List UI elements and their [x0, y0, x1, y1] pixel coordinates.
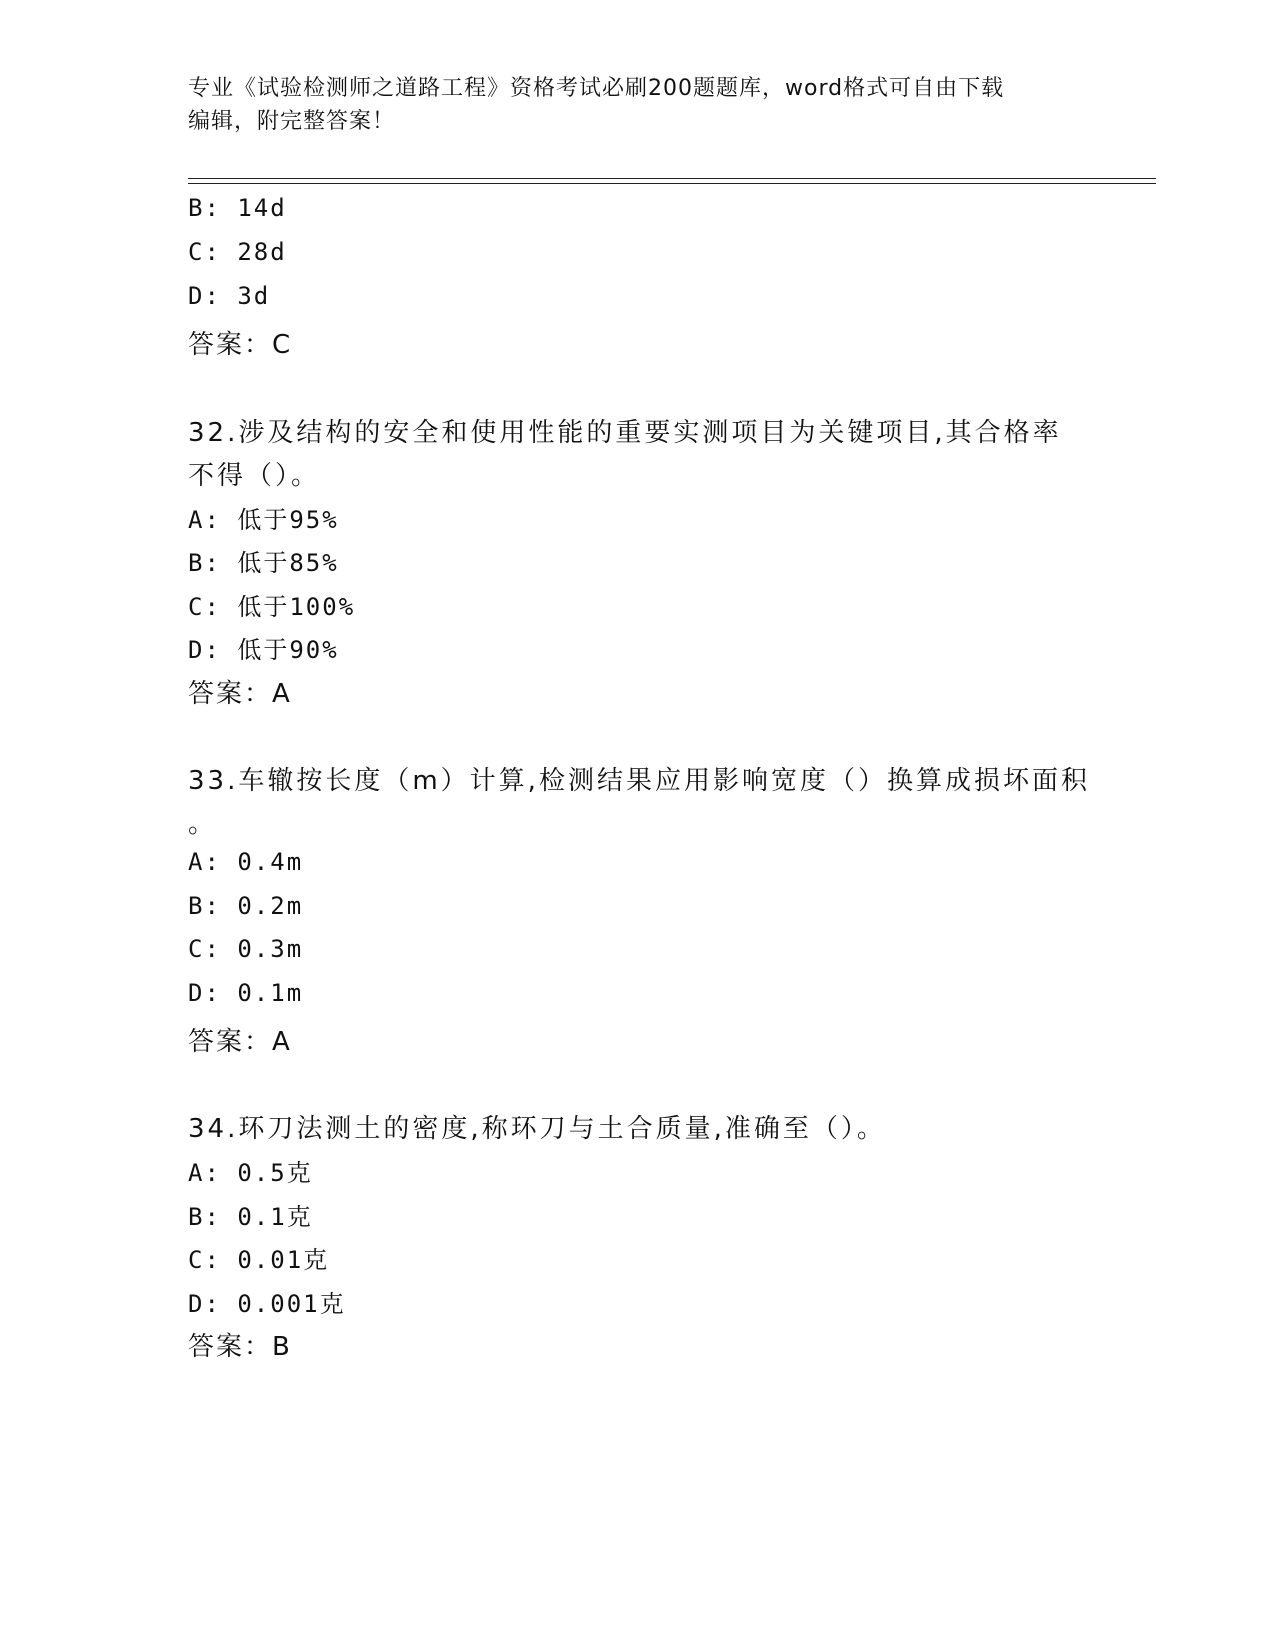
q33-stem-line-2: 。	[188, 809, 218, 839]
q32-stem-line-1: 32.涉及结构的安全和使用性能的重要实测项目为关键项目,其合格率	[188, 418, 1062, 448]
q34-answer: 答案：B	[188, 1332, 292, 1362]
q32-option-a: A: 低于95%	[188, 506, 339, 534]
q32-answer: 答案：A	[188, 679, 292, 709]
q34-stem-line-1: 34.环刀法测土的密度,称环刀与土合质量,准确至（）。	[188, 1114, 886, 1144]
q34-option-c: C: 0.01克	[188, 1246, 330, 1274]
header-rule-top	[188, 178, 1156, 179]
q32-option-d: D: 低于90%	[188, 636, 339, 664]
q31-option-d: D: 3d	[188, 282, 271, 310]
q34-option-a: A: 0.5克	[188, 1159, 313, 1187]
q31-option-b: B: 14d	[188, 194, 287, 222]
q33-option-c: C: 0.3m	[188, 935, 304, 963]
q31-answer: 答案：C	[188, 330, 293, 360]
q33-option-d: D: 0.1m	[188, 979, 304, 1007]
header-rule-bottom	[188, 183, 1156, 184]
q33-stem-line-1: 33.车辙按长度（m）计算,检测结果应用影响宽度（）换算成损坏面积	[188, 766, 1090, 796]
q34-option-b: B: 0.1克	[188, 1203, 313, 1231]
document-header	[188, 72, 1068, 138]
q32-option-c: C: 低于100%	[188, 593, 356, 621]
header-line-2: 编辑，附完整答案！	[188, 109, 396, 134]
q33-answer: 答案：A	[188, 1027, 292, 1057]
q34-option-d: D: 0.001克	[188, 1290, 346, 1318]
q32-option-b: B: 低于85%	[188, 549, 339, 577]
q32-stem-line-2: 不得（）。	[188, 461, 321, 491]
header-line-1: 专业《试验检测师之道路工程》资格考试必刷200题题库，word格式可自由下载	[188, 76, 1005, 101]
q33-option-b: B: 0.2m	[188, 892, 304, 920]
q31-option-c: C: 28d	[188, 238, 287, 266]
q33-option-a: A: 0.4m	[188, 848, 304, 876]
